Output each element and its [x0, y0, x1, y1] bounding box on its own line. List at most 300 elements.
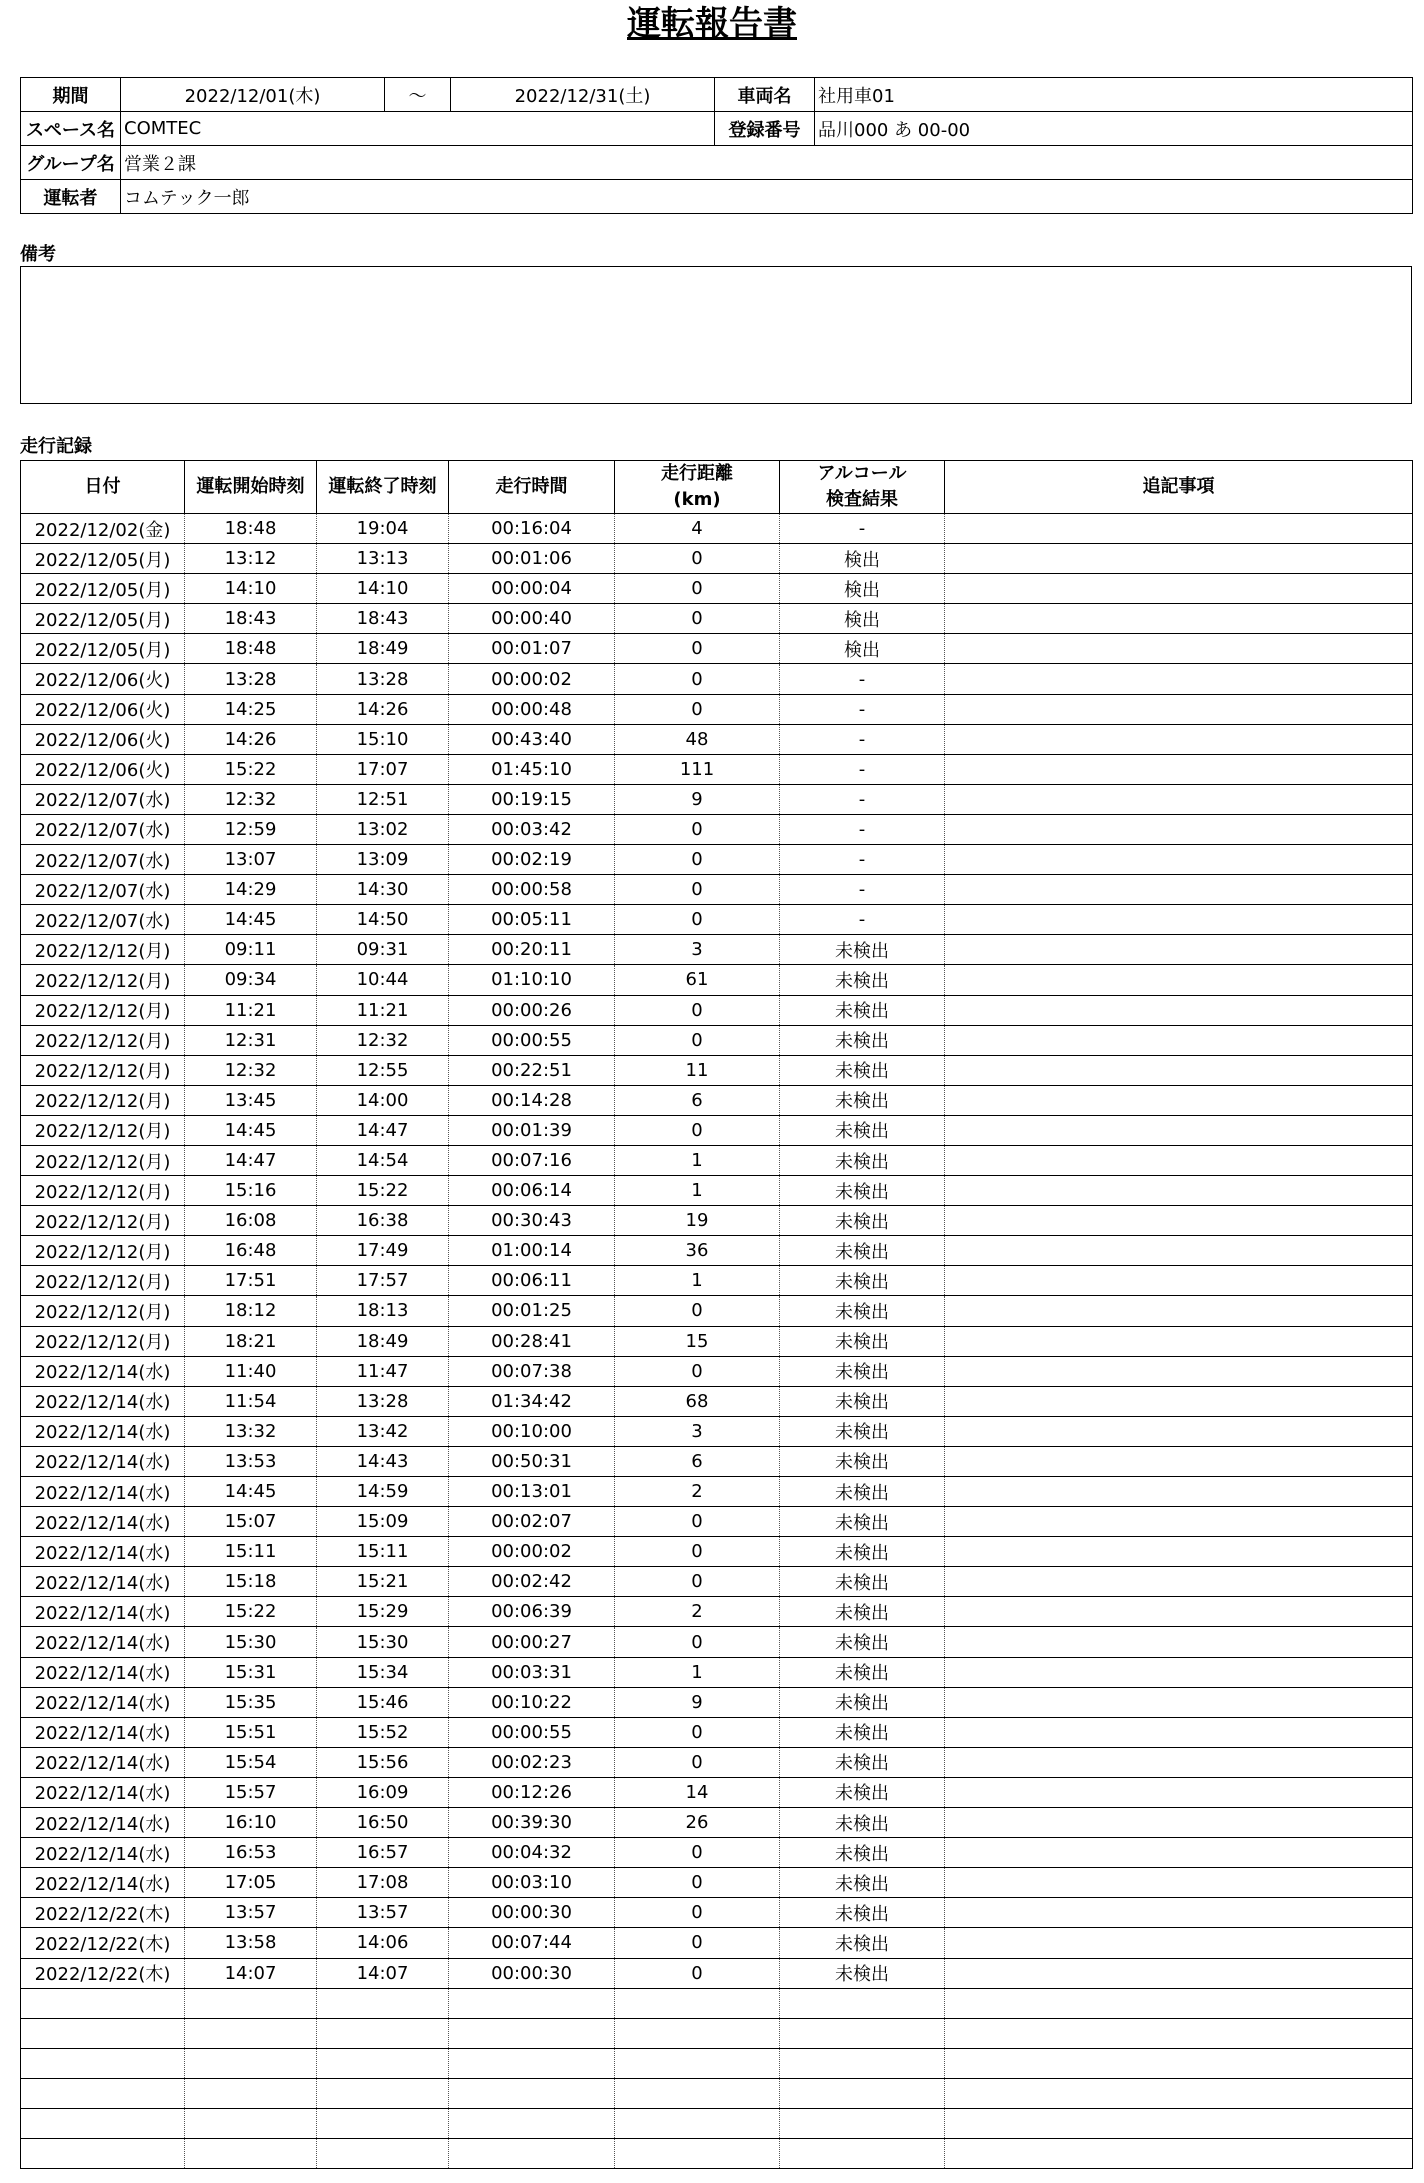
cell-alcohol-result: 未検出 [780, 1777, 945, 1807]
cell-start-time: 12:32 [185, 784, 317, 814]
cell-date [21, 2139, 185, 2169]
cell-alcohol-result: - [780, 875, 945, 905]
table-row [21, 2108, 1413, 2138]
cell-start-time: 14:25 [185, 694, 317, 724]
cell-start-time: 16:48 [185, 1236, 317, 1266]
cell-duration: 01:10:10 [449, 965, 615, 995]
col-distance [615, 461, 780, 514]
cell-duration: 00:00:55 [449, 1717, 615, 1747]
col-alcohol [780, 461, 945, 514]
table-row [21, 935, 1413, 965]
cell-date [21, 2048, 185, 2078]
cell-distance: 0 [615, 634, 780, 664]
cell-end-time [317, 2048, 449, 2078]
cell-notes [945, 1988, 1413, 2018]
cell-distance: 0 [615, 1115, 780, 1145]
table-row [21, 1747, 1413, 1777]
cell-duration: 00:00:04 [449, 574, 615, 604]
cell-alcohol-result [780, 2048, 945, 2078]
cell-start-time: 13:28 [185, 664, 317, 694]
cell-notes [945, 1477, 1413, 1507]
cell-end-time: 17:49 [317, 1236, 449, 1266]
vehicle-name: 社用車01 [815, 78, 1413, 112]
cell-date: 2022/12/12(月) [21, 1145, 185, 1175]
table-row [21, 1687, 1413, 1717]
cell-duration: 00:22:51 [449, 1055, 615, 1085]
table-row [21, 1416, 1413, 1446]
cell-alcohol-result: - [780, 664, 945, 694]
cell-start-time: 14:26 [185, 724, 317, 754]
cell-duration: 00:07:16 [449, 1145, 615, 1175]
cell-notes [945, 1416, 1413, 1446]
cell-end-time: 11:21 [317, 995, 449, 1025]
cell-notes [945, 574, 1413, 604]
cell-end-time: 15:52 [317, 1717, 449, 1747]
cell-end-time: 15:21 [317, 1567, 449, 1597]
cell-alcohol-result: 未検出 [780, 1115, 945, 1145]
cell-end-time [317, 2139, 449, 2169]
cell-alcohol-result: 未検出 [780, 1386, 945, 1416]
cell-end-time: 14:06 [317, 1928, 449, 1958]
cell-date: 2022/12/14(水) [21, 1747, 185, 1777]
table-row [21, 1176, 1413, 1206]
cell-alcohol-result: 未検出 [780, 1838, 945, 1868]
cell-distance: 36 [615, 1236, 780, 1266]
table-row [21, 1356, 1413, 1386]
cell-duration: 00:03:42 [449, 814, 615, 844]
cell-distance [615, 2078, 780, 2108]
cell-notes [945, 1597, 1413, 1627]
cell-date [21, 1988, 185, 2018]
cell-notes [945, 1687, 1413, 1717]
cell-start-time: 15:16 [185, 1176, 317, 1206]
cell-date: 2022/12/05(月) [21, 604, 185, 634]
cell-date: 2022/12/12(月) [21, 995, 185, 1025]
cell-duration: 00:02:42 [449, 1567, 615, 1597]
reg-label: 登録番号 [715, 112, 815, 146]
cell-end-time: 14:43 [317, 1446, 449, 1476]
cell-distance: 48 [615, 724, 780, 754]
cell-distance: 0 [615, 1537, 780, 1567]
cell-end-time: 15:10 [317, 724, 449, 754]
cell-end-time: 16:38 [317, 1206, 449, 1236]
cell-alcohol-result: 未検出 [780, 1356, 945, 1386]
cell-distance: 1 [615, 1657, 780, 1687]
cell-start-time: 15:57 [185, 1777, 317, 1807]
cell-alcohol-result: 未検出 [780, 1416, 945, 1446]
cell-start-time: 18:43 [185, 604, 317, 634]
cell-duration: 00:02:23 [449, 1747, 615, 1777]
cell-notes [945, 1777, 1413, 1807]
cell-start-time: 13:32 [185, 1416, 317, 1446]
col-start-time: 運転開始時刻 [185, 461, 317, 514]
cell-end-time: 18:49 [317, 1326, 449, 1356]
cell-duration: 00:00:40 [449, 604, 615, 634]
table-row [21, 1055, 1413, 1085]
cell-notes [945, 995, 1413, 1025]
cell-duration: 01:34:42 [449, 1386, 615, 1416]
cell-date: 2022/12/12(月) [21, 1025, 185, 1055]
cell-alcohol-result: 未検出 [780, 1296, 945, 1326]
group-row [21, 146, 1413, 180]
cell-notes [945, 1055, 1413, 1085]
col-duration: 走行時間 [449, 461, 615, 514]
cell-end-time [317, 2078, 449, 2108]
cell-end-time: 16:09 [317, 1777, 449, 1807]
cell-end-time: 16:57 [317, 1838, 449, 1868]
cell-date: 2022/12/22(木) [21, 1898, 185, 1928]
cell-notes [945, 1868, 1413, 1898]
cell-duration: 00:16:04 [449, 514, 615, 544]
cell-date: 2022/12/14(水) [21, 1597, 185, 1627]
cell-date: 2022/12/06(火) [21, 754, 185, 784]
cell-start-time: 11:40 [185, 1356, 317, 1386]
cell-duration: 00:00:30 [449, 1958, 615, 1988]
cell-start-time [185, 2078, 317, 2108]
cell-alcohol-result: 未検出 [780, 1537, 945, 1567]
cell-notes [945, 1838, 1413, 1868]
cell-start-time: 18:21 [185, 1326, 317, 1356]
driver-name: コムテック一郎 [121, 180, 1413, 214]
cell-date: 2022/12/14(水) [21, 1808, 185, 1838]
cell-start-time: 13:58 [185, 1928, 317, 1958]
cell-start-time: 15:31 [185, 1657, 317, 1687]
cell-date: 2022/12/06(火) [21, 664, 185, 694]
cell-start-time: 09:34 [185, 965, 317, 995]
table-row [21, 995, 1413, 1025]
cell-distance: 0 [615, 1958, 780, 1988]
cell-alcohol-result: 未検出 [780, 1958, 945, 1988]
cell-alcohol-result: 未検出 [780, 1266, 945, 1296]
cell-notes [945, 1567, 1413, 1597]
cell-end-time: 12:51 [317, 784, 449, 814]
space-name: COMTEC [121, 112, 715, 146]
cell-alcohol-result [780, 2078, 945, 2108]
cell-notes [945, 845, 1413, 875]
cell-duration: 00:06:14 [449, 1176, 615, 1206]
cell-notes [945, 1446, 1413, 1476]
cell-alcohol-result [780, 2139, 945, 2169]
table-row [21, 1898, 1413, 1928]
cell-end-time: 14:54 [317, 1145, 449, 1175]
cell-duration: 00:39:30 [449, 1808, 615, 1838]
cell-notes [945, 1898, 1413, 1928]
cell-end-time: 18:13 [317, 1296, 449, 1326]
cell-end-time: 13:02 [317, 814, 449, 844]
cell-distance: 1 [615, 1145, 780, 1175]
cell-date: 2022/12/07(水) [21, 875, 185, 905]
cell-alcohol-result [780, 2108, 945, 2138]
cell-duration: 00:01:07 [449, 634, 615, 664]
cell-distance: 0 [615, 1868, 780, 1898]
cell-distance: 9 [615, 1687, 780, 1717]
cell-date: 2022/12/12(月) [21, 1326, 185, 1356]
cell-date: 2022/12/12(月) [21, 965, 185, 995]
cell-distance: 0 [615, 1928, 780, 1958]
cell-start-time: 15:22 [185, 1597, 317, 1627]
table-row [21, 1567, 1413, 1597]
cell-alcohol-result: - [780, 754, 945, 784]
table-row [21, 1537, 1413, 1567]
cell-distance [615, 2139, 780, 2169]
cell-end-time: 15:09 [317, 1507, 449, 1537]
cell-end-time: 10:44 [317, 965, 449, 995]
cell-alcohol-result: 未検出 [780, 1567, 945, 1597]
cell-notes [945, 2018, 1413, 2048]
col-end-time: 運転終了時刻 [317, 461, 449, 514]
cell-duration: 00:00:02 [449, 664, 615, 694]
cell-start-time: 14:10 [185, 574, 317, 604]
table-row [21, 1446, 1413, 1476]
cell-end-time [317, 2018, 449, 2048]
cell-alcohol-result: 検出 [780, 544, 945, 574]
cell-notes [945, 1507, 1413, 1537]
cell-notes [945, 1236, 1413, 1266]
cell-date: 2022/12/05(月) [21, 544, 185, 574]
table-row [21, 1296, 1413, 1326]
cell-distance: 6 [615, 1446, 780, 1476]
cell-duration: 00:01:25 [449, 1296, 615, 1326]
cell-distance: 0 [615, 1627, 780, 1657]
cell-alcohol-result: 未検出 [780, 1747, 945, 1777]
cell-end-time: 19:04 [317, 514, 449, 544]
table-row [21, 1266, 1413, 1296]
cell-date: 2022/12/22(木) [21, 1958, 185, 1988]
cell-distance [615, 2108, 780, 2138]
cell-duration: 00:00:27 [449, 1627, 615, 1657]
cell-alcohol-result: 検出 [780, 604, 945, 634]
cell-start-time: 11:54 [185, 1386, 317, 1416]
cell-end-time: 14:07 [317, 1958, 449, 1988]
cell-date: 2022/12/14(水) [21, 1627, 185, 1657]
cell-end-time: 13:09 [317, 845, 449, 875]
cell-end-time: 09:31 [317, 935, 449, 965]
cell-date: 2022/12/12(月) [21, 1266, 185, 1296]
cell-end-time: 15:11 [317, 1537, 449, 1567]
cell-alcohol-result: 未検出 [780, 1507, 945, 1537]
cell-notes [945, 1115, 1413, 1145]
cell-alcohol-result: 未検出 [780, 1928, 945, 1958]
cell-alcohol-result: 未検出 [780, 1206, 945, 1236]
cell-duration [449, 2078, 615, 2108]
cell-alcohol-result [780, 1988, 945, 2018]
space-row [21, 112, 1413, 146]
cell-start-time [185, 1988, 317, 2018]
cell-duration: 00:10:22 [449, 1687, 615, 1717]
cell-distance: 0 [615, 1898, 780, 1928]
cell-end-time: 13:13 [317, 544, 449, 574]
cell-alcohol-result: 未検出 [780, 1025, 945, 1055]
table-row [21, 1717, 1413, 1747]
table-row [21, 1597, 1413, 1627]
cell-alcohol-result: - [780, 784, 945, 814]
cell-date: 2022/12/07(水) [21, 784, 185, 814]
cell-duration [449, 2018, 615, 2048]
period-separator: ～ [385, 78, 451, 112]
cell-date: 2022/12/12(月) [21, 1236, 185, 1266]
cell-distance: 1 [615, 1266, 780, 1296]
cell-notes [945, 905, 1413, 935]
cell-date: 2022/12/05(月) [21, 574, 185, 604]
cell-distance: 0 [615, 574, 780, 604]
cell-end-time: 14:10 [317, 574, 449, 604]
cell-alcohol-result: 未検出 [780, 1898, 945, 1928]
table-row [21, 1115, 1413, 1145]
cell-end-time: 15:46 [317, 1687, 449, 1717]
cell-notes [945, 965, 1413, 995]
cell-alcohol-result: 未検出 [780, 1085, 945, 1115]
cell-date: 2022/12/12(月) [21, 1296, 185, 1326]
cell-date: 2022/12/12(月) [21, 1176, 185, 1206]
cell-start-time: 16:10 [185, 1808, 317, 1838]
cell-end-time: 14:00 [317, 1085, 449, 1115]
cell-start-time: 14:29 [185, 875, 317, 905]
cell-start-time: 14:47 [185, 1145, 317, 1175]
cell-alcohol-result: 未検出 [780, 1176, 945, 1206]
cell-start-time: 13:07 [185, 845, 317, 875]
cell-alcohol-result: 未検出 [780, 1687, 945, 1717]
records-table [20, 460, 1413, 2169]
cell-alcohol-result: - [780, 814, 945, 844]
table-row [21, 1988, 1413, 2018]
cell-start-time [185, 2108, 317, 2138]
cell-alcohol-result: 未検出 [780, 1808, 945, 1838]
cell-distance: 0 [615, 905, 780, 935]
cell-notes [945, 1717, 1413, 1747]
cell-start-time: 15:35 [185, 1687, 317, 1717]
cell-date: 2022/12/14(水) [21, 1657, 185, 1687]
cell-date: 2022/12/02(金) [21, 514, 185, 544]
cell-distance: 0 [615, 664, 780, 694]
cell-notes [945, 694, 1413, 724]
cell-start-time: 16:53 [185, 1838, 317, 1868]
cell-alcohol-result: - [780, 905, 945, 935]
cell-duration: 00:12:26 [449, 1777, 615, 1807]
vehicle-label: 車両名 [715, 78, 815, 112]
cell-notes [945, 1627, 1413, 1657]
cell-date: 2022/12/12(月) [21, 1115, 185, 1145]
table-row [21, 1808, 1413, 1838]
cell-alcohol-result: 未検出 [780, 935, 945, 965]
cell-date: 2022/12/06(火) [21, 694, 185, 724]
records-label: 走行記録 [20, 436, 92, 457]
cell-duration: 00:05:11 [449, 905, 615, 935]
cell-notes [945, 724, 1413, 754]
cell-start-time: 17:51 [185, 1266, 317, 1296]
cell-distance: 26 [615, 1808, 780, 1838]
cell-distance: 11 [615, 1055, 780, 1085]
cell-distance: 6 [615, 1085, 780, 1115]
cell-end-time: 15:30 [317, 1627, 449, 1657]
cell-alcohol-result: 未検出 [780, 1868, 945, 1898]
cell-duration: 00:00:48 [449, 694, 615, 724]
cell-notes [945, 2078, 1413, 2108]
cell-date: 2022/12/07(水) [21, 814, 185, 844]
cell-start-time: 14:07 [185, 1958, 317, 1988]
cell-start-time: 12:32 [185, 1055, 317, 1085]
cell-end-time: 14:47 [317, 1115, 449, 1145]
table-row [21, 754, 1413, 784]
cell-duration: 00:14:28 [449, 1085, 615, 1115]
cell-alcohol-result: 未検出 [780, 995, 945, 1025]
notes-label: 備考 [20, 244, 56, 265]
cell-notes [945, 514, 1413, 544]
cell-end-time: 15:29 [317, 1597, 449, 1627]
cell-start-time: 13:12 [185, 544, 317, 574]
cell-start-time [185, 2048, 317, 2078]
cell-distance: 0 [615, 604, 780, 634]
table-row [21, 664, 1413, 694]
cell-alcohol-result: 未検出 [780, 1446, 945, 1476]
cell-notes [945, 1657, 1413, 1687]
cell-duration: 01:45:10 [449, 754, 615, 784]
table-row [21, 2078, 1413, 2108]
cell-notes [945, 1928, 1413, 1958]
cell-distance [615, 1988, 780, 2018]
cell-start-time: 15:30 [185, 1627, 317, 1657]
cell-end-time: 17:07 [317, 754, 449, 784]
col-date: 日付 [21, 461, 185, 514]
cell-distance: 1 [615, 1176, 780, 1206]
cell-end-time: 17:08 [317, 1868, 449, 1898]
cell-distance: 0 [615, 995, 780, 1025]
page-title: 運転報告書 [627, 4, 797, 44]
cell-distance: 0 [615, 814, 780, 844]
cell-duration: 00:20:11 [449, 935, 615, 965]
cell-end-time: 13:42 [317, 1416, 449, 1446]
cell-date: 2022/12/14(水) [21, 1356, 185, 1386]
cell-notes [945, 754, 1413, 784]
cell-start-time: 14:45 [185, 1115, 317, 1145]
cell-start-time: 11:21 [185, 995, 317, 1025]
cell-alcohol-result: 未検出 [780, 965, 945, 995]
cell-alcohol-result: 未検出 [780, 1627, 945, 1657]
table-row [21, 694, 1413, 724]
cell-duration: 00:50:31 [449, 1446, 615, 1476]
cell-duration: 00:02:07 [449, 1507, 615, 1537]
table-row [21, 1838, 1413, 1868]
cell-date: 2022/12/07(水) [21, 905, 185, 935]
cell-alcohol-result: - [780, 694, 945, 724]
cell-alcohol-result: 未検出 [780, 1145, 945, 1175]
cell-duration: 00:19:15 [449, 784, 615, 814]
cell-notes [945, 544, 1413, 574]
cell-start-time: 18:48 [185, 634, 317, 664]
cell-start-time: 13:45 [185, 1085, 317, 1115]
cell-duration: 00:06:39 [449, 1597, 615, 1627]
cell-duration: 01:00:14 [449, 1236, 615, 1266]
cell-distance: 9 [615, 784, 780, 814]
space-label: スペース名 [21, 112, 121, 146]
cell-distance: 19 [615, 1206, 780, 1236]
table-row [21, 574, 1413, 604]
cell-notes [945, 1747, 1413, 1777]
cell-date: 2022/12/06(火) [21, 724, 185, 754]
cell-distance: 0 [615, 845, 780, 875]
cell-duration: 00:00:58 [449, 875, 615, 905]
cell-notes [945, 664, 1413, 694]
cell-date: 2022/12/12(月) [21, 1055, 185, 1085]
cell-notes [945, 875, 1413, 905]
cell-date: 2022/12/14(水) [21, 1777, 185, 1807]
cell-distance: 0 [615, 875, 780, 905]
driver-label: 運転者 [21, 180, 121, 214]
cell-date: 2022/12/07(水) [21, 845, 185, 875]
cell-date: 2022/12/12(月) [21, 935, 185, 965]
table-row [21, 514, 1413, 544]
cell-end-time: 14:30 [317, 875, 449, 905]
cell-date: 2022/12/14(水) [21, 1537, 185, 1567]
